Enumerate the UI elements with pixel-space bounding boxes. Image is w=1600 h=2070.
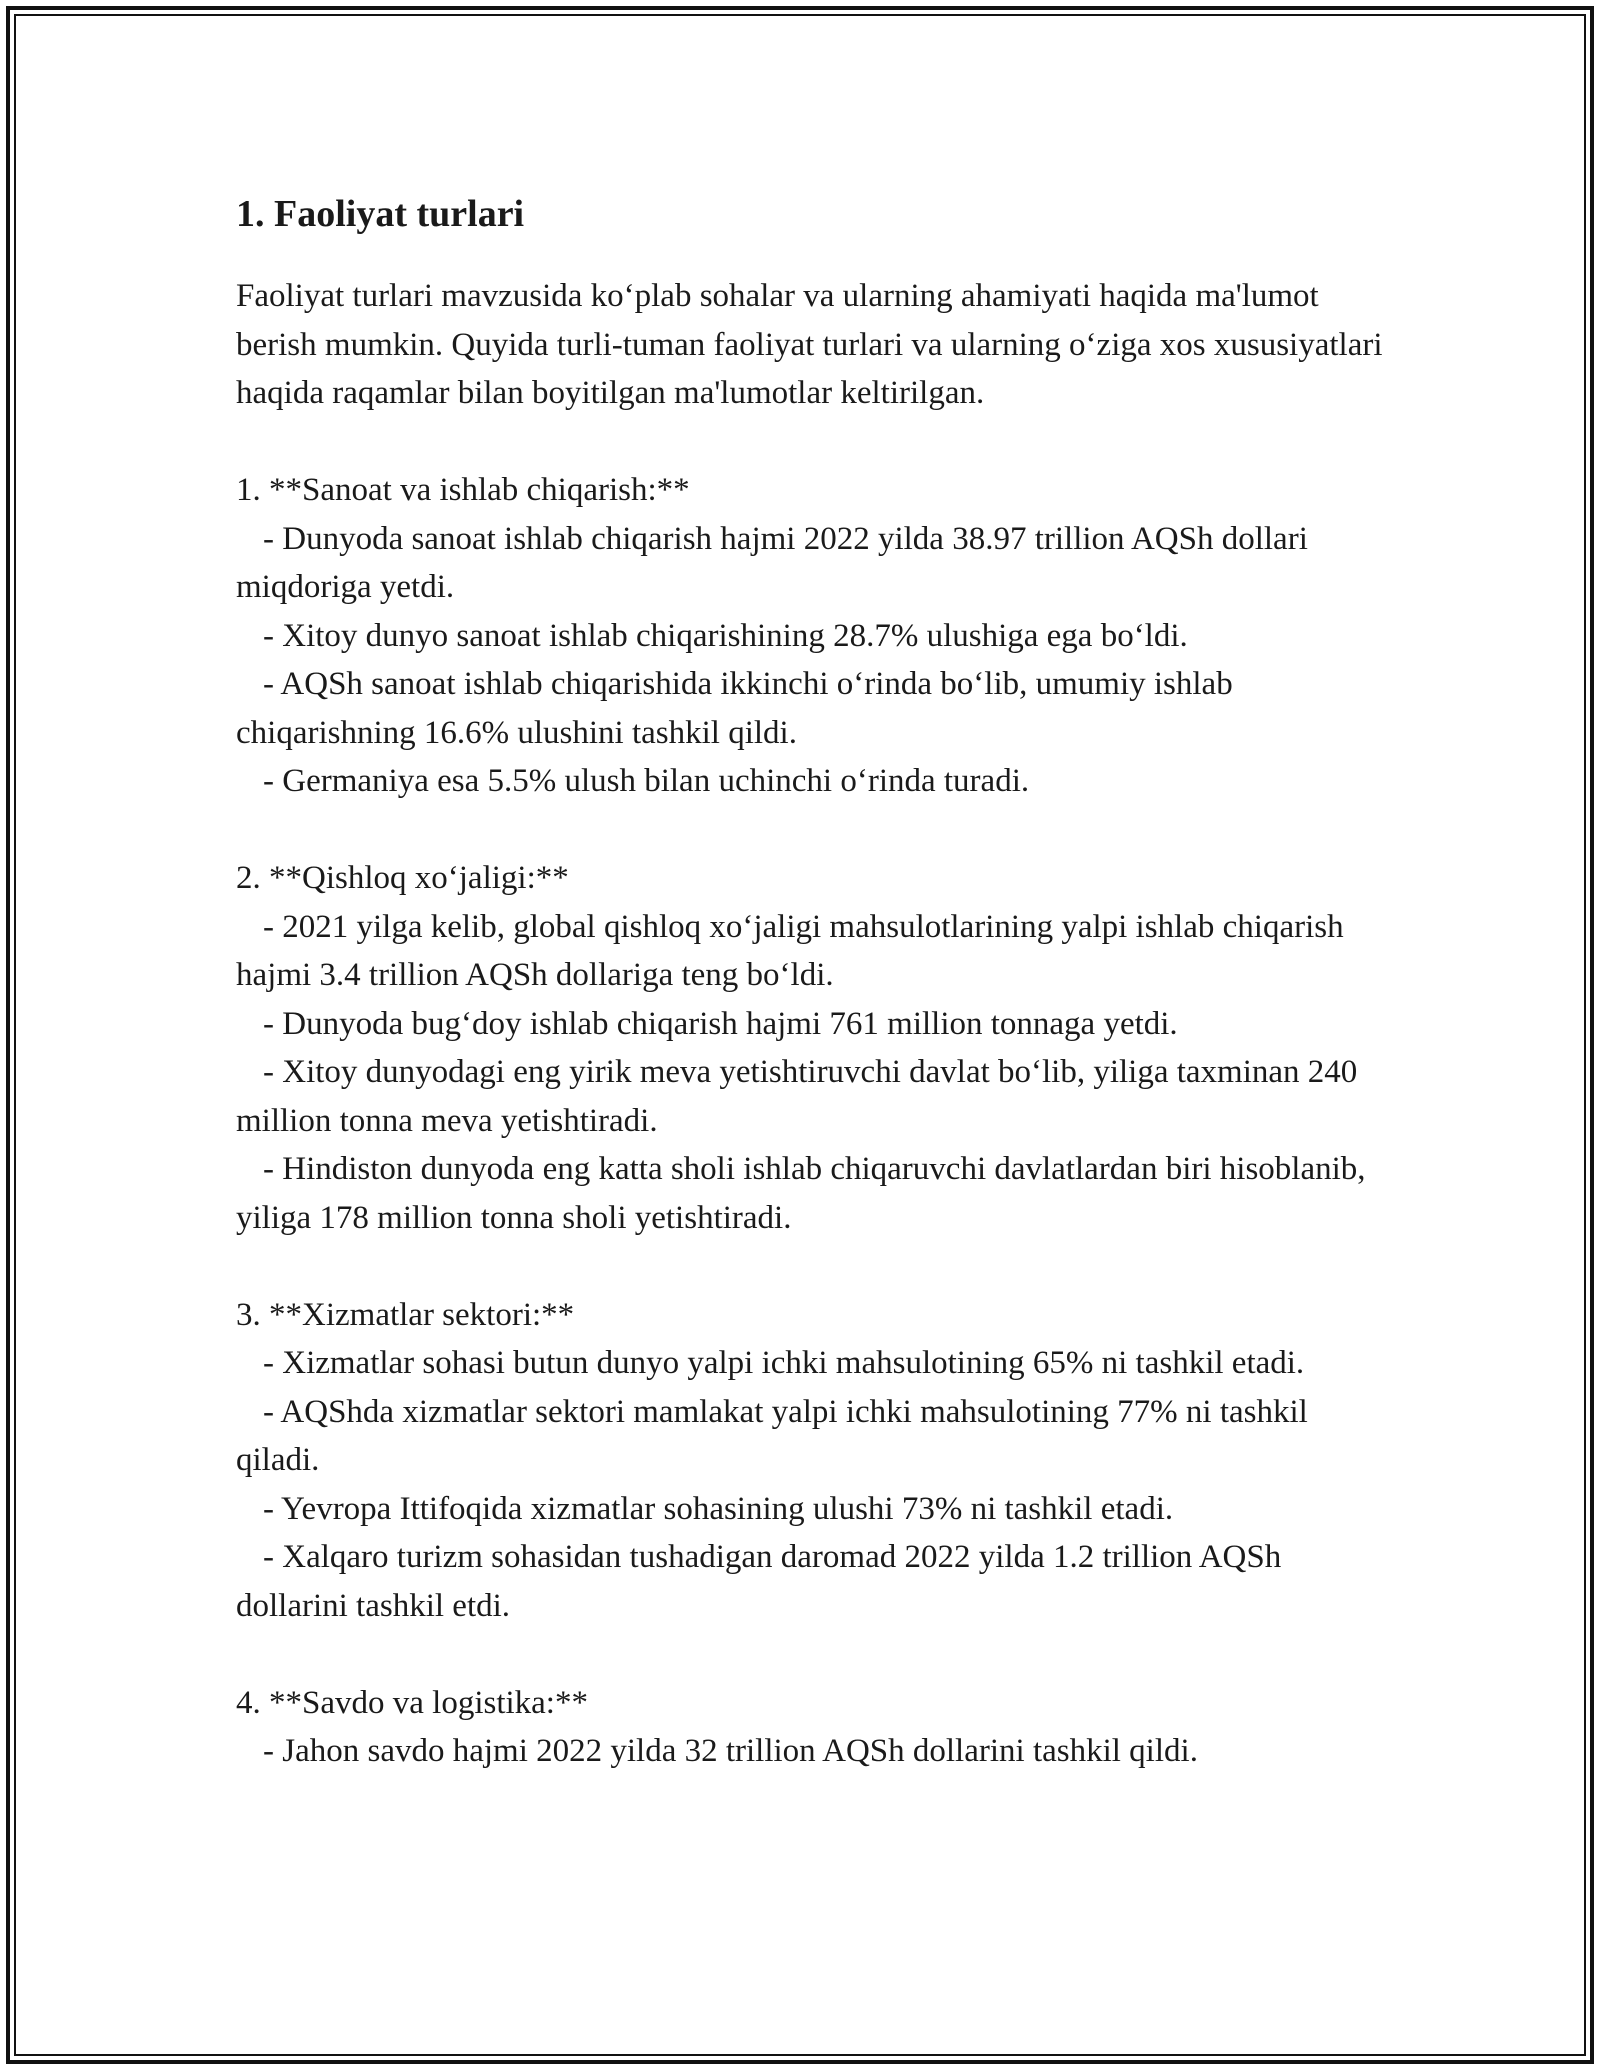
section-trade-logistics (236, 1679, 1396, 1776)
list-item: - Dunyoda sanoat ishlab chiqarish hajmi 2022 yilda 38.97 trillion AQSh dollari miqdoriga yetdi. (236, 520, 1308, 605)
list-item: - Xitoy dunyo sanoat ishlab chiqarishining 28.7% ulushiga ega bo‘ldi. (263, 617, 1188, 654)
document-title: 1. Faoliyat turlari (236, 193, 525, 235)
list-item: - AQSh sanoat ishlab chiqarishida ikkinchi o‘rinda bo‘lib, umumiy ishlab chiqarishning 16.6% ulushini tashkil qildi. (236, 666, 1233, 751)
list-item: - Jahon savdo hajmi 2022 yilda 32 trillion AQSh dollarini tashkil qildi. (263, 1733, 1198, 1769)
list-item: - Dunyoda bug‘doy ishlab chiqarish hajmi 761 million tonnaga yetdi. (263, 1005, 1178, 1042)
document-body (236, 186, 1396, 1824)
section-industry (236, 466, 1396, 806)
list-item: - Hindiston dunyoda eng katta sholi ishlab chiqaruvchi davlatlardan biri hisoblanib, yiliga 178 million tonna sholi yetishtiradi. (236, 1151, 1366, 1236)
section-heading: 3. **Xizmatlar sektori:** (236, 1296, 575, 1333)
list-item: - AQShda xizmatlar sektori mamlakat yalpi ichki mahsulotining 77% ni tashkil qiladi. (236, 1393, 1308, 1478)
section-agriculture (236, 854, 1396, 1242)
list-item: - 2021 yilga kelib, global qishloq xo‘jaligi mahsulotlarining yalpi ishlab chiqarish hajmi 3.4 trillion AQSh dollariga teng bo‘ldi. (236, 908, 1344, 993)
list-item: - Germaniya esa 5.5% ulush bilan uchinchi o‘rinda turadi. (263, 763, 1030, 799)
intro-paragraph: Faoliyat turlari mavzusida ko‘plab sohalar va ularning ahamiyati haqida ma'lumot berish mumkin. Quyida turli-tuman faoliyat turlari va ularning o‘ziga xos xususiyatlari haqida raqamlar bilan boyitilgan ma'lumotlar keltirilgan. (236, 278, 1383, 411)
list-item: - Xizmatlar sohasi butun dunyo yalpi ichki mahsulotining 65% ni tashkil etadi. (263, 1345, 1305, 1381)
section-heading: 4. **Savdo va logistika:** (236, 1684, 588, 1721)
section-heading: 2. **Qishloq xo‘jaligi:** (236, 860, 569, 896)
section-heading: 1. **Sanoat va ishlab chiqarish:** (236, 472, 690, 508)
section-services (236, 1291, 1396, 1631)
list-item: - Xalqaro turizm sohasidan tushadigan daromad 2022 yilda 1.2 trillion AQSh dollarini tashkil etdi. (236, 1539, 1282, 1624)
list-item: - Xitoy dunyodagi eng yirik meva yetishtiruvchi davlat bo‘lib, yiliga taxminan 240 million tonna meva yetishtiradi. (236, 1054, 1358, 1139)
list-item: - Yevropa Ittifoqida xizmatlar sohasining ulushi 73% ni tashkil etadi. (263, 1490, 1174, 1527)
